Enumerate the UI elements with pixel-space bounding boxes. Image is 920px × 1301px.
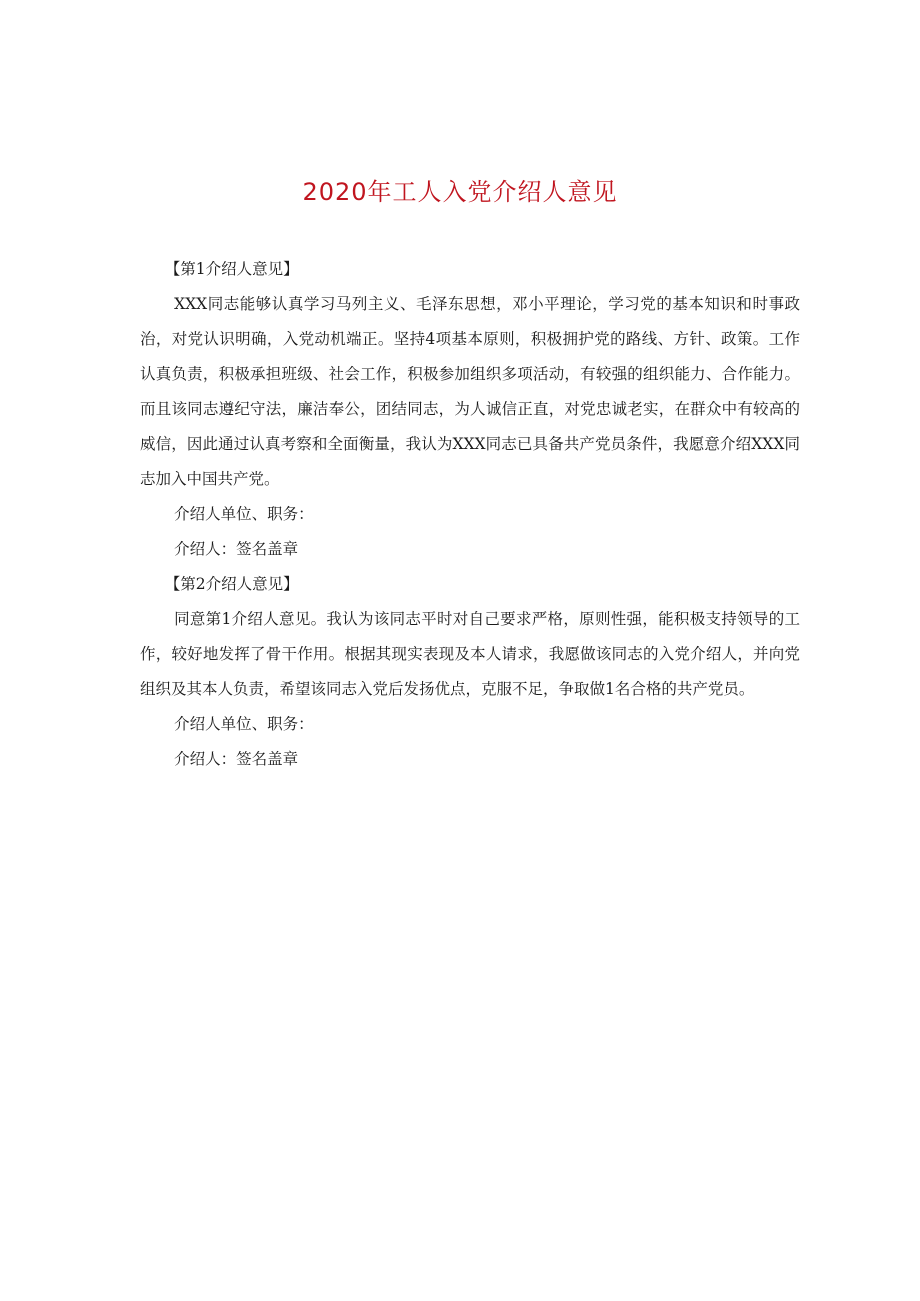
section2-body: 同意第1介绍人意见。我认为该同志平时对自己要求严格，原则性强，能积极支持领导的工作，较好地发挥了骨干作用。根据其现实表现及本人请求，我愿做该同志的入党介绍人，并向党组织及其本人负责，希望该同志入党后发扬优点，克服不足，争取做1名合格的共产党员。 — [140, 610, 800, 698]
section1-body: XXX同志能够认真学习马列主义、毛泽东思想，邓小平理论，学习党的基本知识和时事政治，对党认识明确，入党动机端正。坚持4项基本原则，积极拥护党的路线、方针、政策。工作认真负责，积极承担班级、社会工作，积极参加组织多项活动，有较强的组织能力、合作能力。而且该同志遵纪守法，廉洁奉公，团结同志，为人诚信正直，对党忠诚老实，在群众中有较高的威信，因此通过认真考察和全面衡量，我认为XXX同志已具备共产党员条件，我愿意介绍XXX同志加入中国共产党。 — [140, 295, 800, 488]
section1-unit-label: 介绍人单位、职务： — [174, 505, 314, 523]
section2-heading: 【第2介绍人意见】 — [164, 575, 299, 593]
section1-signature-label: 介绍人：签名盖章 — [174, 540, 299, 558]
document-title: 2020年工人入党介绍人意见 — [302, 178, 618, 206]
document-body — [140, 252, 800, 777]
section2-unit-label: 介绍人单位、职务： — [174, 715, 314, 733]
section1-heading: 【第1介绍人意见】 — [164, 260, 299, 278]
section2-signature-label: 介绍人：签名盖章 — [174, 750, 299, 768]
